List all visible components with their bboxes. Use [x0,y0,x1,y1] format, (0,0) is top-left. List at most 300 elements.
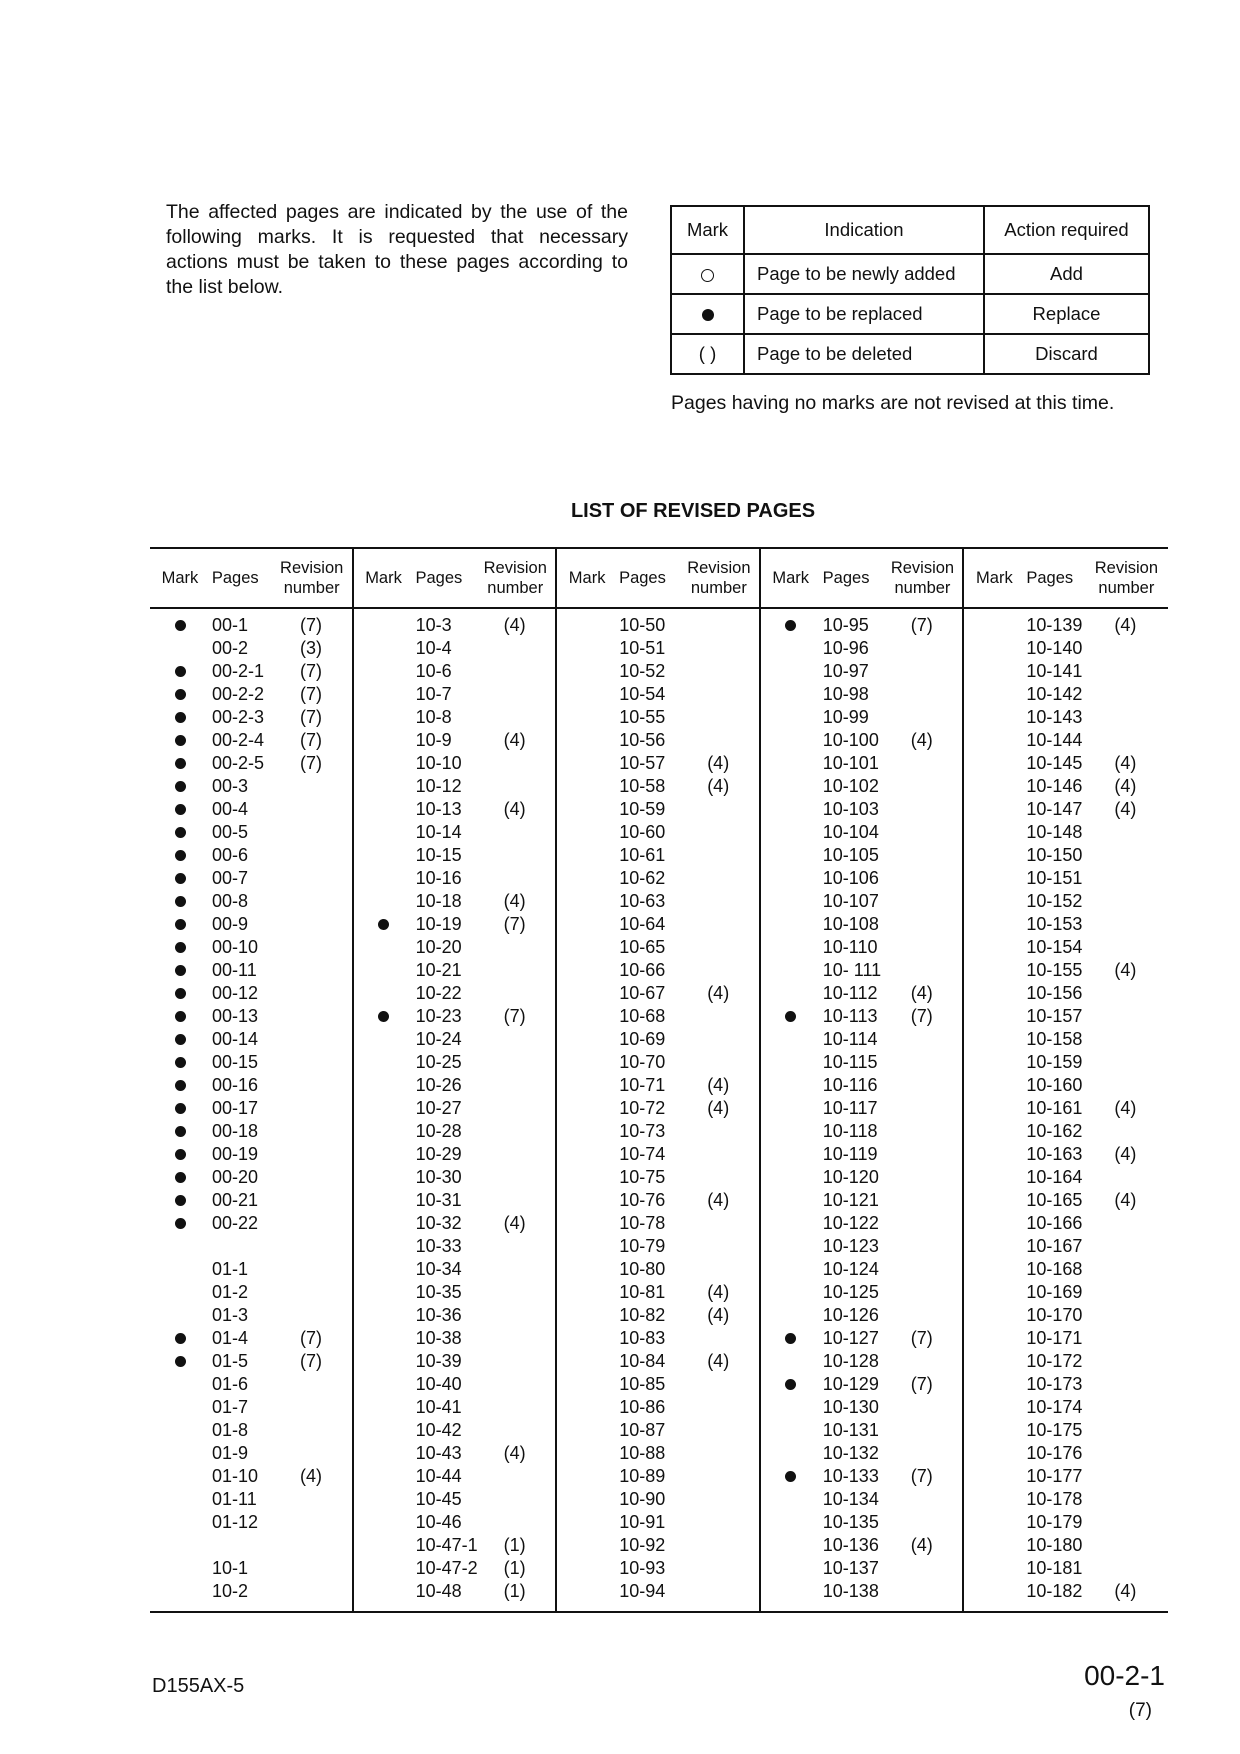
table-row [150,775,352,798]
table-row [557,1189,759,1212]
table-row [150,637,352,660]
row-page: 10-71 [619,1075,666,1095]
row-page: 10-135 [822,1512,879,1532]
row-revision: (7) [503,1006,526,1026]
row-mark [150,845,210,866]
table-row [964,1258,1168,1281]
row-page: 00-16 [212,1075,259,1095]
row-page: 10-59 [619,799,666,819]
table-row [761,1143,963,1166]
table-row [761,1442,963,1465]
table-row [557,890,759,913]
row-page: 10-3 [415,615,452,635]
legend-indication: Page to be newly added [744,254,984,294]
row-page: 10-29 [415,1144,462,1164]
table-row [761,1419,963,1442]
legend-indication: Page to be replaced [744,294,984,334]
filled-dot-icon [175,873,186,884]
table-row [150,1396,352,1419]
table-row [150,1373,352,1396]
row-mark [761,1374,821,1395]
table-row [354,729,556,752]
header-mark: Mark [161,569,199,587]
table-row [150,660,352,683]
row-page: 00-7 [212,868,249,888]
filled-dot-icon [175,1057,186,1068]
row-page: 00-3 [212,776,249,796]
table-row [964,1465,1168,1488]
table-row [964,1373,1168,1396]
row-revision: (7) [300,661,322,681]
table-column [964,549,1168,1611]
row-page: 10-126 [822,1305,879,1325]
table-row [354,1465,556,1488]
table-row [354,959,556,982]
table-row [354,1419,556,1442]
row-page: 10-76 [619,1190,666,1210]
table-row [761,1166,963,1189]
filled-dot-icon [785,1379,796,1390]
table-row [354,1327,556,1350]
legend-mark-parentheses: ( ) [671,334,744,374]
table-row [354,844,556,867]
table-row [150,1327,352,1350]
column-body [761,609,963,1603]
table-row [964,775,1168,798]
row-mark [150,1098,210,1119]
row-page: 01-8 [212,1420,249,1440]
row-page: 10-112 [822,983,878,1003]
row-page: 10-21 [415,960,462,980]
table-row [964,890,1168,913]
table-row [964,982,1168,1005]
table-row [354,1258,556,1281]
row-page: 10-115 [822,1052,878,1072]
table-row [761,1465,963,1488]
row-page: 10-121 [822,1190,879,1210]
row-page: 10-107 [822,891,879,911]
row-page: 00-2-3 [212,707,265,727]
table-row [354,821,556,844]
table-row [557,798,759,821]
table-row [557,844,759,867]
table-row [150,1005,352,1028]
row-page: 00-9 [212,914,249,934]
row-page: 10-95 [822,615,869,635]
table-row [964,1511,1168,1534]
table-row [150,1166,352,1189]
row-revision: (4) [503,799,526,819]
table-row [761,1373,963,1396]
row-page: 10-32 [415,1213,462,1233]
row-page: 01-7 [212,1397,249,1417]
table-row [557,1373,759,1396]
table-row [354,1350,556,1373]
table-row [761,1028,963,1051]
row-mark [150,891,210,912]
row-revision: (3) [300,638,322,658]
legend-row-delete [671,334,1149,374]
row-page: 10-91 [619,1512,666,1532]
table-row [354,1488,556,1511]
row-mark [150,1121,210,1142]
row-page: 10-160 [1026,1075,1083,1095]
row-revision: (4) [1114,799,1137,819]
row-page: 10-180 [1026,1535,1083,1555]
table-row [150,1488,352,1511]
row-revision: (7) [910,1374,933,1394]
row-revision: (1) [503,1535,526,1555]
table-row [354,614,556,637]
table-row [354,1235,556,1258]
filled-dot-icon [175,735,186,746]
row-mark [150,960,210,981]
table-row [557,1304,759,1327]
row-page: 00-19 [212,1144,259,1164]
row-page: 10-143 [1026,707,1083,727]
row-page: 00-8 [212,891,249,911]
row-mark [761,615,821,636]
row-page: 10-51 [619,638,666,658]
table-row [761,775,963,798]
row-mark [150,1351,210,1372]
row-page: 10-114 [822,1029,878,1049]
row-page: 10-62 [619,868,666,888]
row-page: 10-168 [1026,1259,1083,1279]
row-page: 10-2 [212,1581,249,1601]
legend-header-indication: Indication [744,206,984,254]
row-page: 10-159 [1026,1052,1083,1072]
row-page: 10-106 [822,868,879,888]
row-page: 10-8 [415,707,452,727]
filled-dot-icon [785,1011,796,1022]
table-row [761,1557,963,1580]
row-page: 01-4 [212,1328,249,1348]
row-revision: (4) [910,730,933,750]
row-page: 10-9 [415,730,452,750]
table-row [354,1304,556,1327]
filled-dot-icon [175,712,186,723]
column-header [761,549,963,609]
row-mark [150,1029,210,1050]
row-page: 10-94 [619,1581,666,1601]
row-page: 10-147 [1026,799,1083,819]
list-title: LIST OF REVISED PAGES [570,500,816,522]
table-row [150,1097,352,1120]
filled-dot-icon [175,919,186,930]
row-page: 10-124 [822,1259,879,1279]
table-row [150,1350,352,1373]
row-revision: (4) [1114,1190,1137,1210]
row-revision: (4) [503,891,526,911]
row-page: 01-11 [212,1489,257,1509]
table-row [354,890,556,913]
legend-mark-circle [671,254,744,294]
table-row [964,959,1168,982]
filled-dot-icon [175,1356,186,1367]
row-page: 10-157 [1026,1006,1083,1026]
row-page: 01-6 [212,1374,249,1394]
row-page: 10-161 [1026,1098,1083,1118]
row-page: 10-178 [1026,1489,1083,1509]
row-page: 10-155 [1026,960,1083,980]
row-page: 10-78 [619,1213,666,1233]
row-page: 10-123 [822,1236,879,1256]
row-page: 10-167 [1026,1236,1083,1256]
row-mark [150,1213,210,1234]
filled-dot-icon [175,758,186,769]
table-row [964,1350,1168,1373]
row-page: 01-10 [212,1466,259,1486]
row-page: 10-122 [822,1213,879,1233]
filled-dot-icon [175,1149,186,1160]
table-row [150,1465,352,1488]
legend-header-row [671,206,1149,254]
filled-dot-icon [175,896,186,907]
row-page: 10-35 [415,1282,462,1302]
table-row [761,752,963,775]
table-row [761,1258,963,1281]
table-row [761,1074,963,1097]
table-row [150,890,352,913]
row-page: 00-10 [212,937,259,957]
row-page: 10-138 [822,1581,879,1601]
table-row [150,1258,352,1281]
table-row [761,660,963,683]
row-page: 10-158 [1026,1029,1083,1049]
row-page: 10-169 [1026,1282,1083,1302]
row-page: 10-125 [822,1282,879,1302]
row-revision: (4) [503,615,526,635]
row-page: 10-36 [415,1305,462,1325]
table-row [964,1074,1168,1097]
filled-dot-icon [175,827,186,838]
row-revision: (7) [300,730,322,750]
table-row [354,1189,556,1212]
table-row [354,775,556,798]
table-row [150,1074,352,1097]
row-mark [150,707,210,728]
legend-header-action: Action required [984,206,1149,254]
column-header [557,549,759,609]
table-row [557,959,759,982]
filled-dot-icon [175,1218,186,1229]
row-page: 10-42 [415,1420,462,1440]
row-page: 00-2-5 [212,753,265,773]
table-row [354,867,556,890]
table-row [964,1212,1168,1235]
table-row [761,683,963,706]
table-row [354,752,556,775]
table-row [150,982,352,1005]
table-row [964,1235,1168,1258]
table-row [557,821,759,844]
row-page: 10-116 [822,1075,878,1095]
row-page: 10-93 [619,1558,666,1578]
row-page: 10-74 [619,1144,666,1164]
table-row [557,1005,759,1028]
table-row [354,1143,556,1166]
table-row [150,1235,352,1258]
filled-dot-icon [175,1126,186,1137]
row-revision: (4) [707,753,730,773]
row-page: 10-119 [822,1144,878,1164]
row-page: 10-88 [619,1443,666,1463]
column-body [354,609,556,1603]
row-page: 10-156 [1026,983,1083,1003]
open-circle-icon [701,269,714,282]
row-page: 10-144 [1026,730,1083,750]
row-page: 10-136 [822,1535,879,1555]
row-page: 10-16 [415,868,462,888]
row-revision: (7) [910,615,933,635]
table-row [761,1511,963,1534]
row-mark [150,868,210,889]
column-header [964,549,1168,609]
row-mark [150,914,210,935]
row-page: 10-60 [619,822,666,842]
table-row [761,936,963,959]
table-row [557,637,759,660]
row-mark [761,1006,821,1027]
header-pages: Pages [211,569,259,587]
table-row [150,936,352,959]
no-marks-note: Pages having no marks are not revised at this time. [671,392,1115,414]
table-row [354,1281,556,1304]
row-page: 10-55 [619,707,666,727]
table-row [150,1511,352,1534]
row-page: 10-171 [1026,1328,1083,1348]
legend-header-mark: Mark [671,206,744,254]
row-mark [150,1075,210,1096]
filled-dot-icon [785,620,796,631]
row-mark [150,776,210,797]
row-page: 10-73 [619,1121,666,1141]
row-revision: (7) [910,1328,933,1348]
row-page: 10-132 [822,1443,879,1463]
table-row [761,844,963,867]
table-row [354,1074,556,1097]
row-revision: (4) [503,1443,526,1463]
row-mark [150,983,210,1004]
row-page: 10-23 [415,1006,462,1026]
row-revision: (7) [300,1351,322,1371]
row-page: 10-181 [1026,1558,1083,1578]
row-page: 10-152 [1026,891,1083,911]
row-mark [150,799,210,820]
row-page: 10-30 [415,1167,462,1187]
table-row [964,1097,1168,1120]
row-mark [150,822,210,843]
table-row [354,1396,556,1419]
row-page: 10-56 [619,730,666,750]
table-row [557,1396,759,1419]
row-revision: (4) [707,1098,730,1118]
table-row [964,821,1168,844]
table-row [964,1281,1168,1304]
table-row [557,683,759,706]
row-page: 10-66 [619,960,666,980]
row-page: 00-13 [212,1006,259,1026]
table-row [761,890,963,913]
row-page: 10-175 [1026,1420,1083,1440]
row-page: 10-25 [415,1052,462,1072]
row-page: 10-90 [619,1489,666,1509]
filled-dot-icon [175,1172,186,1183]
table-row [354,1005,556,1028]
table-row [150,683,352,706]
table-row [354,683,556,706]
row-page: 10-41 [415,1397,462,1417]
row-page: 10-176 [1026,1443,1083,1463]
table-row [761,729,963,752]
row-revision: (4) [707,1190,730,1210]
row-revision: (4) [503,1213,526,1233]
table-row [354,1580,556,1603]
table-row [557,775,759,798]
table-row [150,752,352,775]
row-page: 10-19 [415,914,462,934]
row-page: 00-2-4 [212,730,265,750]
table-row [761,821,963,844]
row-page: 10-27 [415,1098,462,1118]
row-mark [150,615,210,636]
row-page: 00-2-1 [212,661,265,681]
table-row [150,1120,352,1143]
table-row [761,1488,963,1511]
row-page: 10-101 [822,753,879,773]
table-row [964,1051,1168,1074]
row-page: 10-131 [822,1420,879,1440]
row-page: 10-99 [822,707,869,727]
filled-dot-icon [175,942,186,953]
table-row [150,1143,352,1166]
row-page: 10-129 [822,1374,879,1394]
row-page: 10-31 [415,1190,462,1210]
row-page: 10-142 [1026,684,1083,704]
table-row [761,982,963,1005]
row-page: 10-166 [1026,1213,1083,1233]
table-row [964,1304,1168,1327]
table-row [150,1580,352,1603]
row-revision: (4) [707,1282,730,1302]
legend-mark-dot [671,294,744,334]
row-page: 10-102 [822,776,879,796]
table-row [761,1212,963,1235]
row-mark [150,1052,210,1073]
filled-dot-icon [175,1080,186,1091]
table-row [557,1028,759,1051]
table-row [964,614,1168,637]
row-page: 10-108 [822,914,879,934]
row-page: 10-140 [1026,638,1083,658]
row-mark [150,730,210,751]
table-row [557,1235,759,1258]
row-page: 00-12 [212,983,259,1003]
legend-action: Replace [984,294,1149,334]
table-row [964,1419,1168,1442]
table-row [761,1120,963,1143]
mark-legend-table [670,205,1150,375]
table-row [557,706,759,729]
row-page: 00-5 [212,822,249,842]
table-row [761,1005,963,1028]
row-page: 10-75 [619,1167,666,1187]
table-row [557,1258,759,1281]
filled-dot-icon [175,965,186,976]
row-revision: (4) [707,1305,730,1325]
row-page: 10-83 [619,1328,666,1348]
